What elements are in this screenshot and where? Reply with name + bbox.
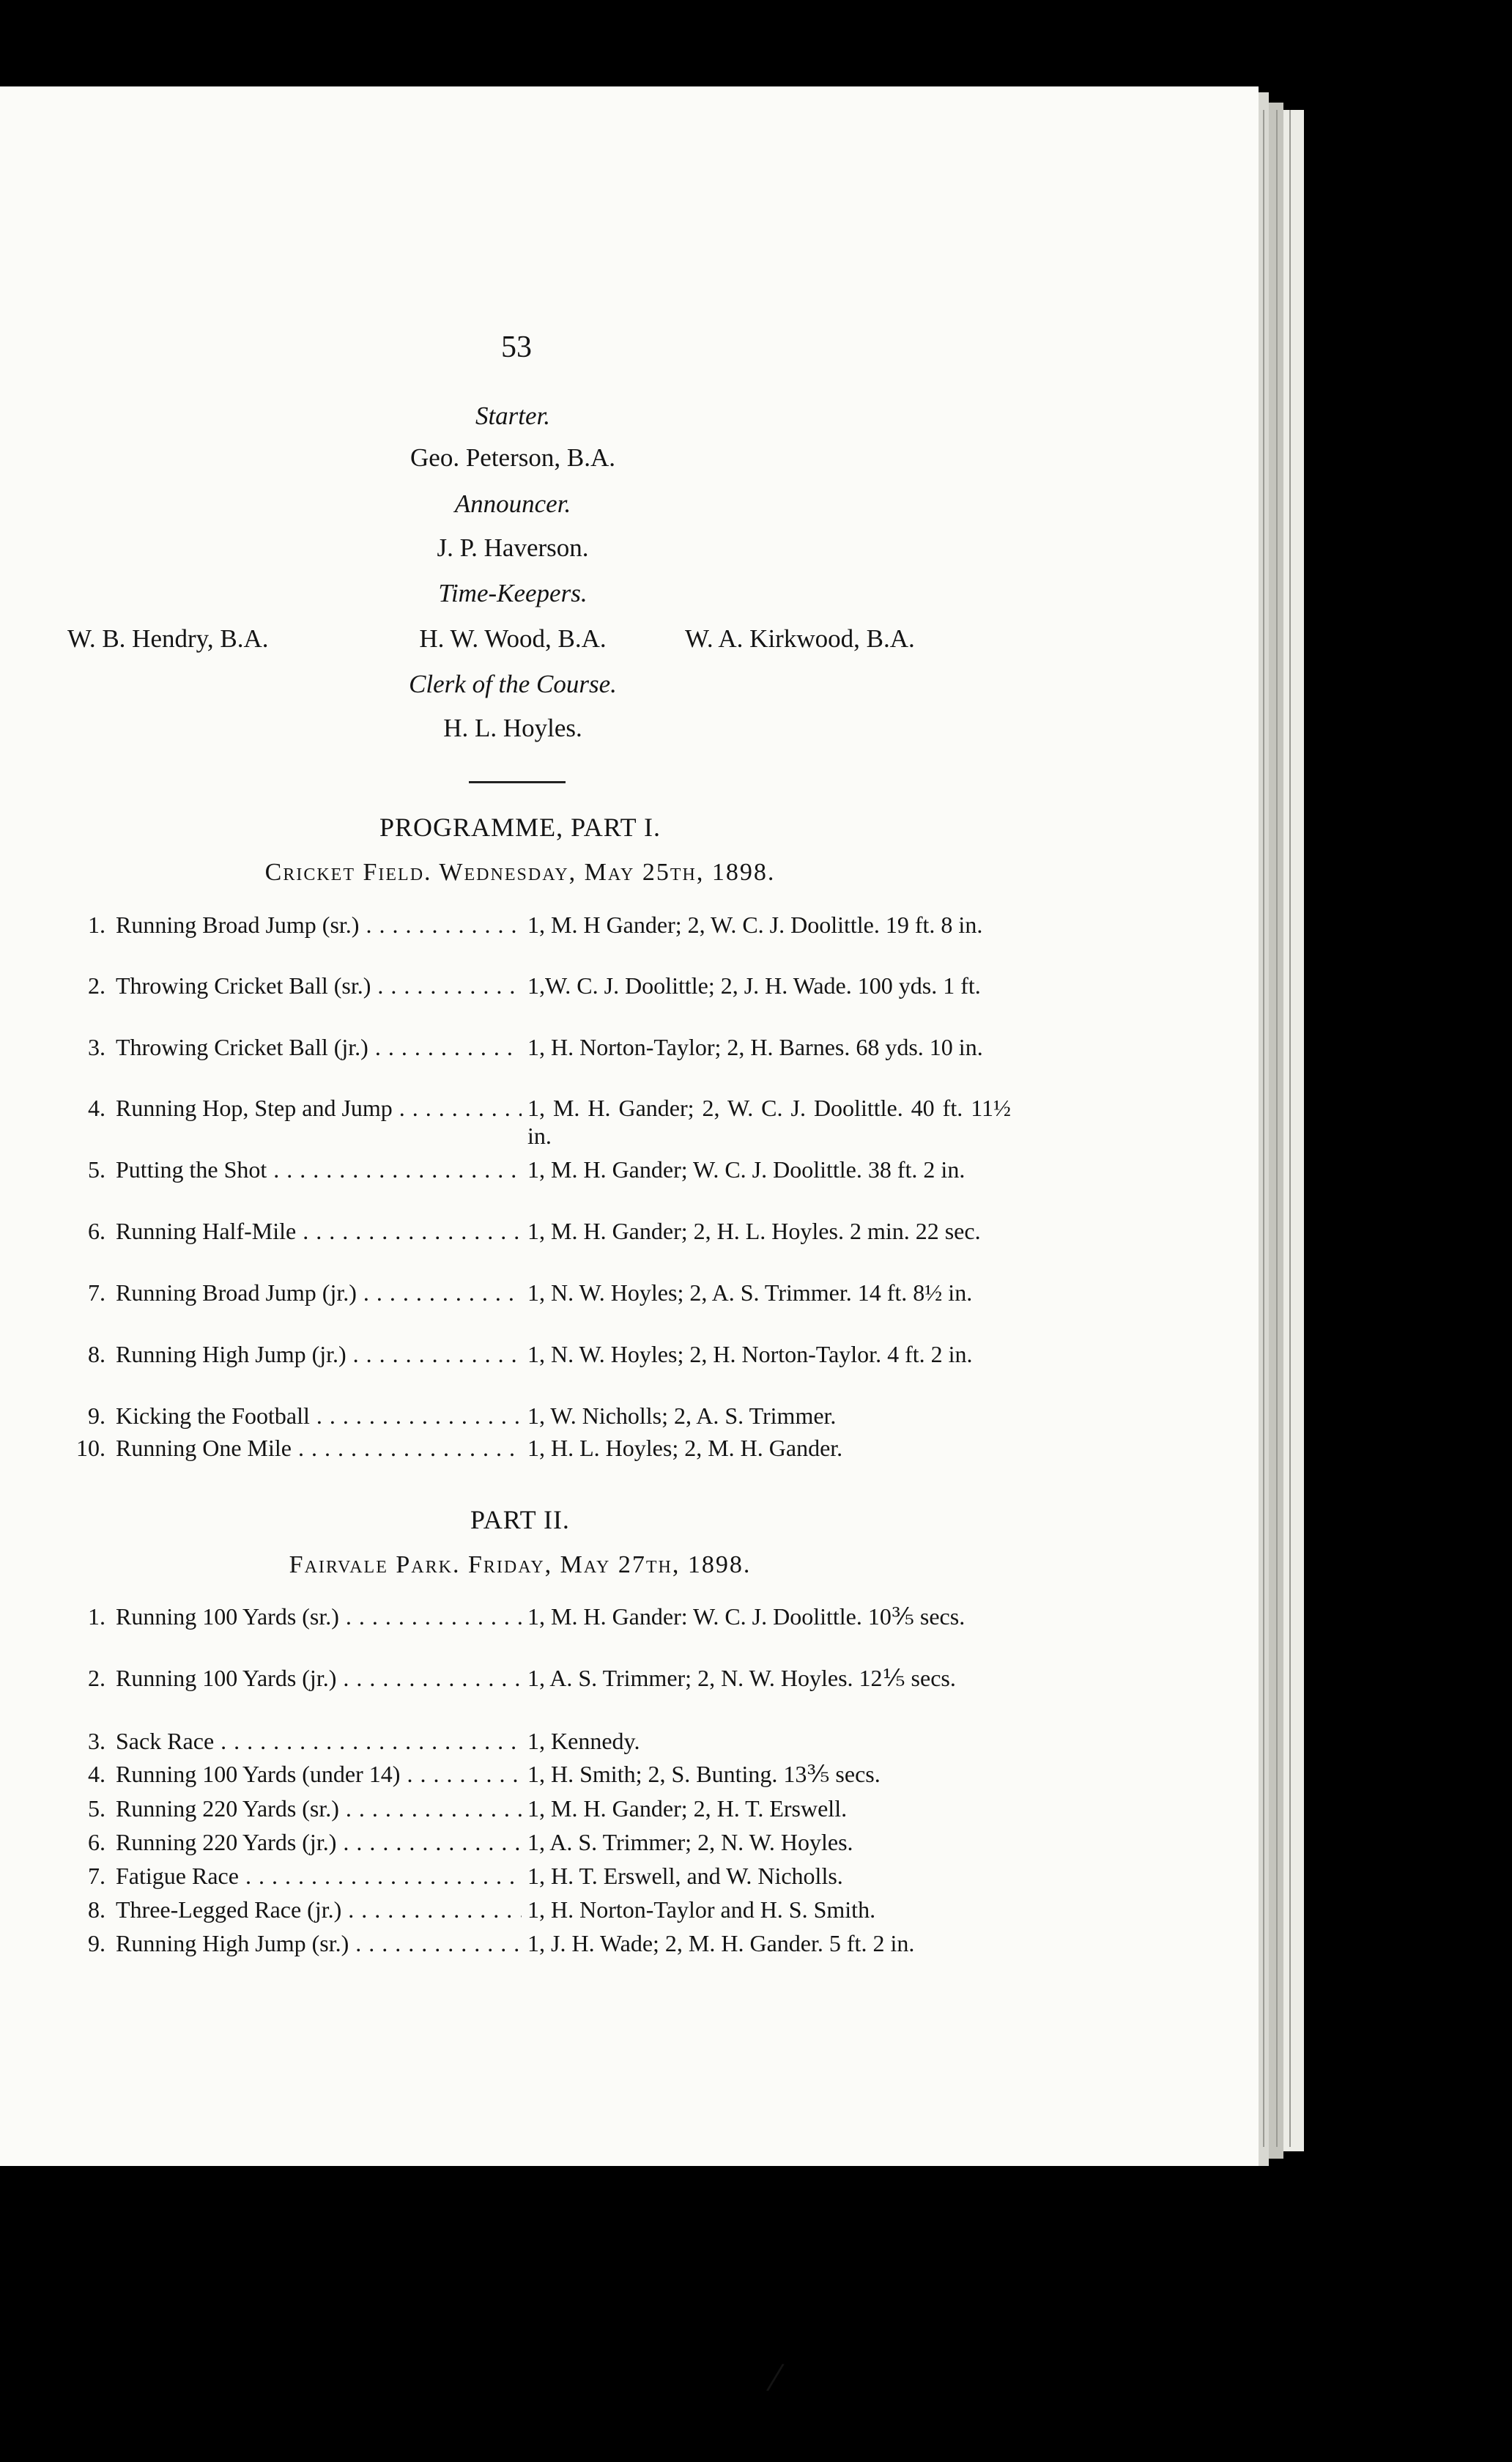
event-name: Putting the Shot . . . bbox=[116, 1156, 560, 1183]
announcer-name: J. P. Haverson. bbox=[437, 533, 589, 562]
event-result: 1, M. H. Gander; W. C. J. Doolittle. 38 ft. 2 in. bbox=[522, 1156, 1011, 1183]
event-result: 1, H. Norton-Taylor; 2, H. Barnes. 68 yds. 10 in. bbox=[522, 1033, 1011, 1061]
event-result: 1, A. S. Trimmer; 2, N. W. Hoyles. bbox=[522, 1828, 1011, 1856]
event-result: 1, N. W. Hoyles; 2, A. S. Trimmer. 14 ft. 8½ in. bbox=[522, 1279, 1011, 1306]
event-number: 9. bbox=[88, 1930, 105, 1956]
event-name: Three-Legged Race (jr.) . . . bbox=[116, 1896, 560, 1923]
event-result: 1, J. H. Wade; 2, M. H. Gander. 5 ft. 2 in. bbox=[522, 1929, 1011, 1957]
event-number: 6. bbox=[88, 1218, 105, 1244]
event-number: 9. bbox=[88, 1402, 105, 1429]
event-result: 1, M. H. Gander; 2, H. T. Erswell. bbox=[522, 1794, 1011, 1822]
event-number: 3. bbox=[88, 1728, 105, 1754]
event-name: Running Broad Jump (jr.) . . . bbox=[116, 1279, 560, 1306]
event-result: 1, M. H. Gander; 2, H. L. Hoyles. 2 min. 22 sec. bbox=[522, 1217, 1011, 1245]
event-name: Running Hop, Step and Jump . . . bbox=[116, 1094, 560, 1122]
event-name: Running 100 Yards (under 14) . . . bbox=[116, 1760, 560, 1788]
event-result: 1, Kennedy. bbox=[522, 1727, 1011, 1755]
event-result: 1,W. C. J. Doolittle; 2, J. H. Wade. 100 yds. 1 ft. bbox=[522, 972, 1011, 999]
event-name: Running Broad Jump (sr.) . . . bbox=[116, 911, 560, 939]
event-name: Running 220 Yards (jr.) . . . bbox=[116, 1828, 560, 1856]
timekeeper-name: H. W. Wood, B.A. bbox=[419, 624, 607, 653]
event-number: 3. bbox=[88, 1034, 105, 1060]
event-name: Running 220 Yards (sr.) . . . bbox=[116, 1794, 560, 1822]
event-result: 1, H. Norton-Taylor and H. S. Smith. bbox=[522, 1896, 1011, 1923]
timekeeper-name: W. B. Hendry, B.A. bbox=[67, 624, 269, 653]
part1-venue: Cricket Field. Wednesday, May 25th, 1898. bbox=[264, 859, 776, 886]
event-number: 7. bbox=[88, 1279, 105, 1306]
event-name: Running 100 Yards (sr.) . . . bbox=[116, 1602, 560, 1630]
part1-heading: PROGRAMME, PART I. bbox=[379, 813, 661, 842]
announcer-title: Announcer. bbox=[454, 489, 571, 518]
event-name: Fatigue Race . . . bbox=[116, 1862, 560, 1890]
clerk-title: Clerk of the Course. bbox=[409, 670, 617, 698]
event-name: Running One Mile . . . bbox=[116, 1434, 560, 1462]
event-name: Running High Jump (jr.) . . . bbox=[116, 1340, 560, 1368]
event-result: 1, M. H. Gander; 2, W. C. J. Doolittle. 40 ft. 11½ in. bbox=[522, 1094, 1011, 1150]
event-number: 8. bbox=[88, 1896, 105, 1923]
event-number: 7. bbox=[88, 1863, 105, 1889]
event-number: 5. bbox=[88, 1795, 105, 1822]
event-name: Throwing Cricket Ball (jr.) . . . bbox=[116, 1033, 560, 1061]
page-number: 53 bbox=[501, 330, 532, 364]
event-name: Throwing Cricket Ball (sr.) . . . bbox=[116, 972, 560, 999]
event-result: 1, H. L. Hoyles; 2, M. H. Gander. bbox=[522, 1434, 1011, 1462]
page-edge bbox=[1283, 110, 1304, 2151]
event-number: 8. bbox=[88, 1341, 105, 1367]
event-result: 1, A. S. Trimmer; 2, N. W. Hoyles. 12⅕ secs. bbox=[522, 1664, 1011, 1692]
event-name: Running Half-Mile . . . bbox=[116, 1217, 560, 1245]
event-name: Sack Race . . . bbox=[116, 1727, 560, 1755]
scratch-mark: / bbox=[764, 2351, 787, 2403]
event-result: 1, W. Nicholls; 2, A. S. Trimmer. bbox=[522, 1402, 1011, 1430]
event-result: 1, H. T. Erswell, and W. Nicholls. bbox=[522, 1862, 1011, 1890]
event-name: Kicking the Football . . . bbox=[116, 1402, 560, 1430]
timekeepers-title: Time-Keepers. bbox=[438, 579, 588, 607]
event-number: 2. bbox=[88, 972, 105, 999]
part2-venue: Fairvale Park. Friday, May 27th, 1898. bbox=[289, 1551, 752, 1578]
event-number: 2. bbox=[88, 1665, 105, 1691]
event-number: 4. bbox=[88, 1761, 105, 1787]
part2-heading: PART II. bbox=[470, 1505, 570, 1534]
page-edge-line bbox=[1263, 110, 1264, 2147]
event-number: 5. bbox=[88, 1156, 105, 1183]
event-number: 4. bbox=[88, 1095, 105, 1121]
event-result: 1, M. H Gander; 2, W. C. J. Doolittle. 19 ft. 8 in. bbox=[522, 911, 1011, 939]
starter-title: Starter. bbox=[475, 402, 551, 430]
event-number: 6. bbox=[88, 1829, 105, 1855]
event-name: Running 100 Yards (jr.) . . . bbox=[116, 1664, 560, 1692]
event-result: 1, M. H. Gander: W. C. J. Doolittle. 10⅗ secs. bbox=[522, 1602, 1011, 1630]
starter-name: Geo. Peterson, B.A. bbox=[410, 443, 615, 472]
page-edge-line bbox=[1289, 110, 1291, 2147]
timekeeper-name: W. A. Kirkwood, B.A. bbox=[685, 624, 915, 653]
event-number: 1. bbox=[88, 912, 105, 938]
event-result: 1, N. W. Hoyles; 2, H. Norton-Taylor. 4 ft. 2 in. bbox=[522, 1340, 1011, 1368]
divider-rule bbox=[469, 781, 566, 783]
clerk-name: H. L. Hoyles. bbox=[443, 714, 582, 742]
event-result: 1, H. Smith; 2, S. Bunting. 13⅗ secs. bbox=[522, 1760, 1011, 1788]
event-number: 1. bbox=[88, 1603, 105, 1630]
event-name: Running High Jump (sr.) . . . bbox=[116, 1929, 560, 1957]
page-edge-line bbox=[1276, 110, 1278, 2147]
event-number: 10. bbox=[76, 1435, 105, 1461]
